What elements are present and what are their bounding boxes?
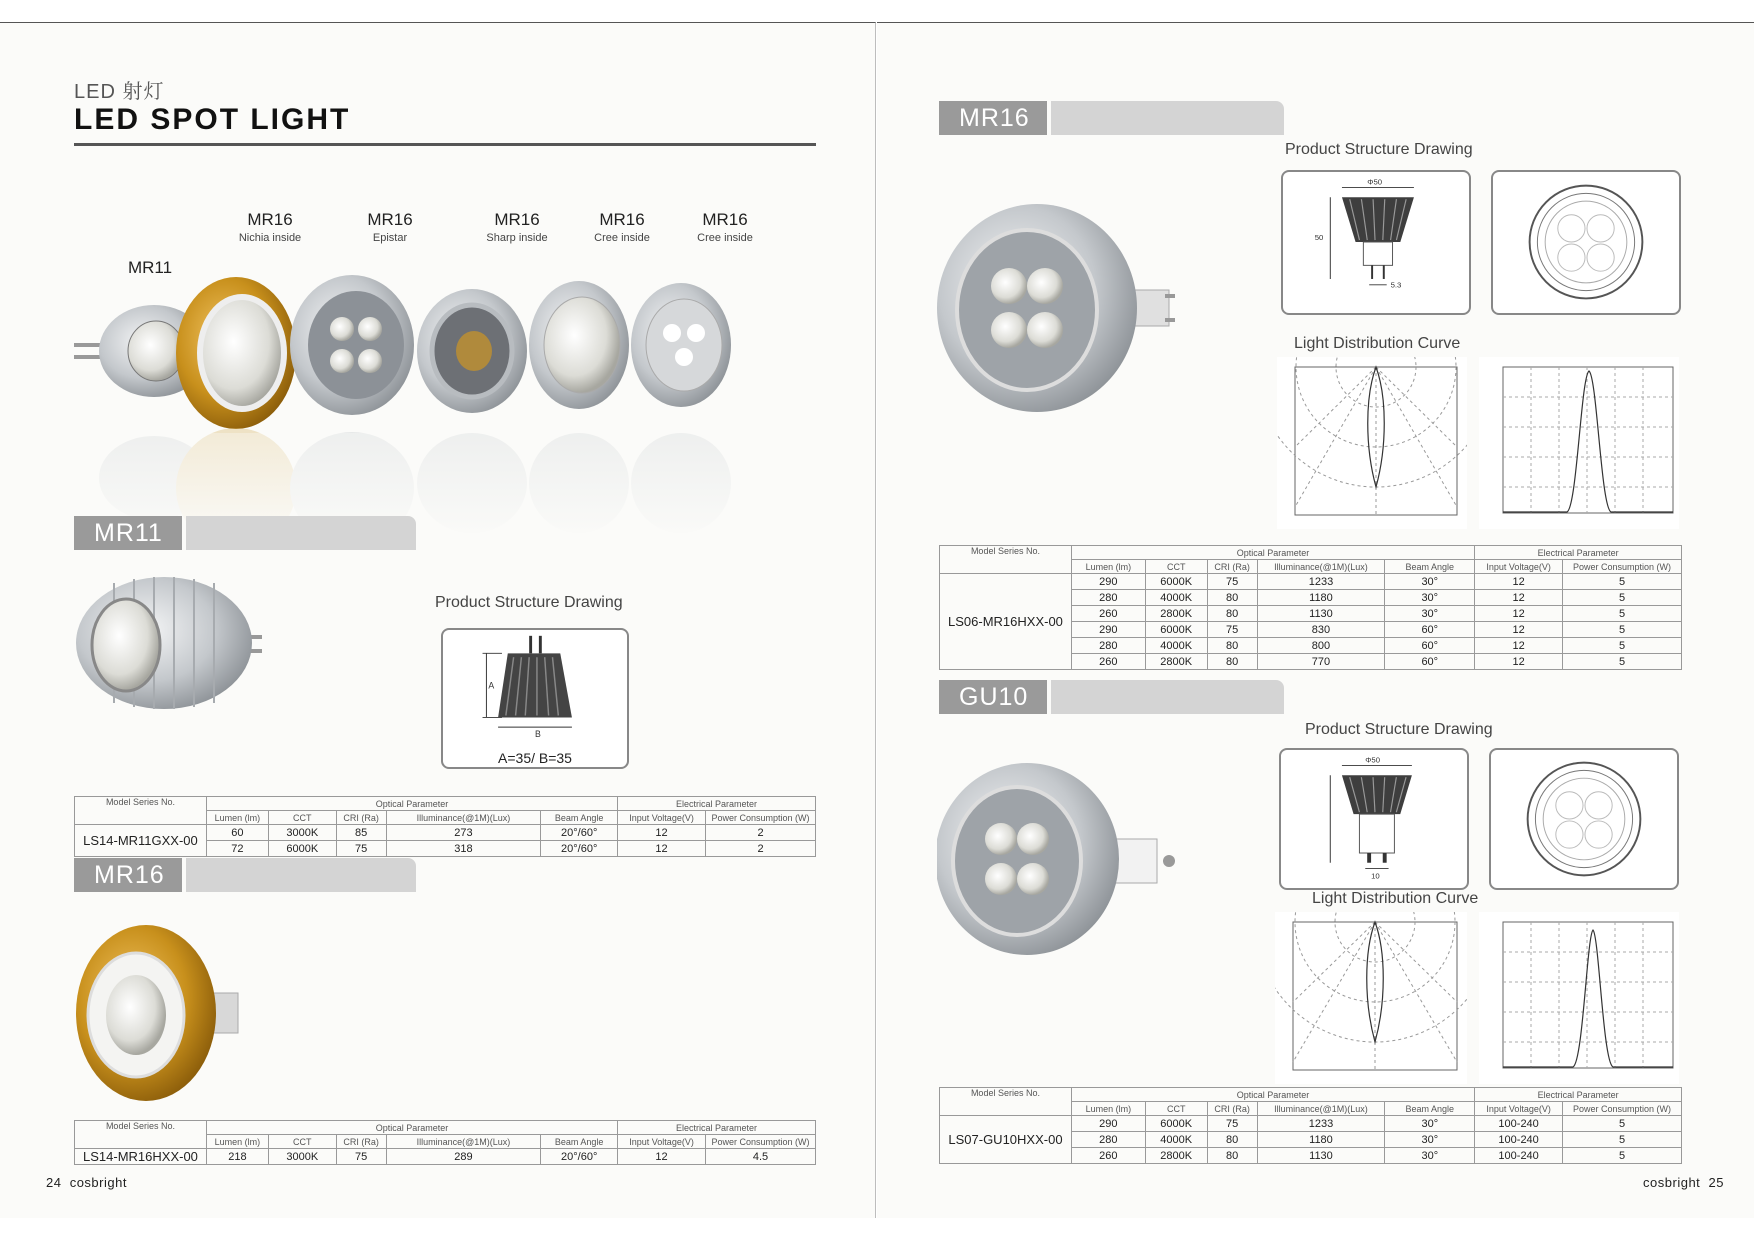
section-tag: MR16 bbox=[939, 101, 1047, 135]
model-number: LS14-MR11GXX-00 bbox=[75, 825, 207, 857]
mr11-structure-drawing bbox=[441, 628, 629, 769]
table-row: LS06-MR16HXX-00 290 6000K 75 1233 30° 12 5 bbox=[940, 574, 1682, 590]
page-number: 24 bbox=[46, 1175, 62, 1190]
mr16-right-spec-table: Model Series No. Optical Parameter Electrical Parameter Lumen (lm) CCT CRI (Ra) Illuminance(@1M)(Lux) Beam Angle Input Voltage(V) Power Consumption (W) LS06-MR16HXX-00 290 6000K 75 1233 30° 12 5 280 4000K 80 1180 30° 12 5 260 2800K 80 1130 30° 12 5 290 6000K 75 830 60° 12 5 280 4000K 80 800 60° 12 5 260 2800K 80 770 60° 12 5 bbox=[939, 545, 1682, 670]
section-bar-gu10 bbox=[939, 680, 1284, 714]
col-cri: CRI (Ra) bbox=[336, 811, 386, 825]
page-subtitle: LED 射灯 bbox=[74, 81, 165, 103]
table-row: 280 4000K 80 1180 30° 100-240 5 bbox=[940, 1132, 1682, 1148]
model-header: Model Series No. bbox=[75, 1121, 207, 1149]
lamp-mr16-sharp bbox=[417, 289, 527, 413]
dim-pin-label: 10 bbox=[1371, 871, 1380, 881]
gu10-front-drawing bbox=[1489, 748, 1679, 890]
optical-header: Optical Parameter bbox=[206, 1121, 617, 1135]
mr16-drawing-title: Product Structure Drawing bbox=[1285, 141, 1473, 158]
model-header: Model Series No. bbox=[940, 546, 1072, 574]
gu10-side-drawing bbox=[1279, 748, 1469, 890]
electrical-header: Electrical Parameter bbox=[618, 1121, 816, 1135]
left-page bbox=[0, 22, 876, 1218]
dimension-a-label: A bbox=[488, 680, 495, 691]
lineup-label-cree-2: MR16 Cree inside bbox=[697, 210, 753, 244]
lineup-label-cree-1: MR16 Cree inside bbox=[594, 210, 650, 244]
section-tag: MR16 bbox=[74, 858, 182, 892]
col-lumen: Lumen (lm) bbox=[206, 811, 268, 825]
table-row: 260 2800K 80 770 60° 12 5 bbox=[940, 654, 1682, 670]
model-header: Model Series No. bbox=[940, 1088, 1072, 1116]
section-bar-mr16 bbox=[74, 858, 416, 892]
optical-header: Optical Parameter bbox=[1071, 546, 1474, 560]
gu10-drawing-title: Product Structure Drawing bbox=[1305, 721, 1493, 738]
col-beam-angle: Beam Angle bbox=[541, 811, 618, 825]
col-cct: CCT bbox=[268, 811, 336, 825]
section-tag: MR11 bbox=[74, 516, 182, 550]
page-footer-right bbox=[1643, 1175, 1724, 1190]
table-row: 260 2800K 80 1130 30° 12 5 bbox=[940, 606, 1682, 622]
gu10-curve-title: Light Distribution Curve bbox=[1312, 890, 1479, 907]
col-illuminance: Illuminance(@1M)(Lux) bbox=[386, 811, 541, 825]
page-footer-left bbox=[46, 1175, 127, 1190]
table-row: LS14-MR11GXX-00 60 3000K 85 273 20°/60° 12 2 bbox=[75, 825, 816, 841]
dim-pin-label: 5.3 bbox=[1390, 280, 1402, 290]
section-tag: GU10 bbox=[939, 680, 1047, 714]
page-number: 25 bbox=[1708, 1175, 1724, 1190]
lamp-mr16-gold bbox=[176, 277, 296, 429]
mr16-cartesian-curve bbox=[1479, 357, 1679, 529]
mr16-side-drawing bbox=[1281, 170, 1471, 315]
mr11-dimensions: A=35/ B=35 bbox=[498, 750, 572, 766]
mr11-product-image bbox=[74, 573, 274, 713]
table-row: 72 6000K 75 318 20°/60° 12 2 bbox=[75, 841, 816, 857]
section-bar-mr11 bbox=[74, 516, 416, 550]
optical-header: Optical Parameter bbox=[206, 797, 617, 811]
gu10-product-image bbox=[937, 759, 1177, 973]
table-row: 280 4000K 80 1180 30° 12 5 bbox=[940, 590, 1682, 606]
mr16-curve-title: Light Distribution Curve bbox=[1294, 335, 1461, 352]
lineup-label-sharp: MR16 Sharp inside bbox=[486, 210, 548, 244]
optical-header: Optical Parameter bbox=[1071, 1088, 1474, 1102]
gu10-cartesian-curve bbox=[1479, 912, 1679, 1084]
mr16-polar-curve bbox=[1277, 357, 1467, 529]
table-row: LS14-MR16HXX-00 218 3000K 75 289 20°/60° 12 4.5 bbox=[75, 1149, 816, 1165]
title-rule bbox=[74, 143, 816, 146]
model-number: LS06-MR16HXX-00 bbox=[940, 574, 1072, 670]
model-header: Model Series No. bbox=[75, 797, 207, 825]
dim-top-label: Φ50 bbox=[1365, 755, 1381, 765]
brand-name: cosbright bbox=[1643, 1175, 1701, 1190]
mr16-gold-product-image bbox=[74, 923, 244, 1103]
lineup-label-mr11: MR11 bbox=[127, 258, 173, 277]
table-row: 280 4000K 80 800 60° 12 5 bbox=[940, 638, 1682, 654]
model-number: LS14-MR16HXX-00 bbox=[75, 1149, 207, 1165]
right-page bbox=[877, 22, 1754, 1218]
brand-name: cosbright bbox=[69, 1175, 127, 1190]
dim-top-label: Φ50 bbox=[1367, 177, 1383, 187]
mr11-drawing-title: Product Structure Drawing bbox=[435, 594, 623, 611]
gu10-polar-curve bbox=[1275, 912, 1467, 1084]
col-input-voltage: Input Voltage(V) bbox=[618, 811, 706, 825]
dim-side-label: 50 bbox=[1314, 233, 1324, 243]
dimension-b-label: B bbox=[535, 728, 541, 739]
lineup-label-nichia: MR16 Nichia inside bbox=[238, 210, 302, 244]
electrical-header: Electrical Parameter bbox=[618, 797, 816, 811]
col-power: Power Consumption (W) bbox=[706, 811, 816, 825]
mr16-front-drawing bbox=[1491, 170, 1681, 315]
mr16-product-image bbox=[937, 198, 1177, 438]
section-bar-mr16-right bbox=[939, 101, 1284, 135]
model-number: LS07-GU10HXX-00 bbox=[940, 1116, 1072, 1164]
mr11-spec-table bbox=[74, 796, 816, 857]
product-lineup-image bbox=[74, 273, 822, 543]
table-row: 260 2800K 80 1130 30° 100-240 5 bbox=[940, 1148, 1682, 1164]
lamp-mr16-epistar bbox=[290, 275, 414, 415]
table-row: 290 6000K 75 830 60° 12 5 bbox=[940, 622, 1682, 638]
lamp-mr16-cree-1 bbox=[529, 281, 629, 409]
lineup-label-epistar: MR16 Epistar bbox=[367, 210, 413, 244]
gu10-spec-table: Model Series No. Optical Parameter Electrical Parameter Lumen (lm) CCT CRI (Ra) Illuminance(@1M)(Lux) Beam Angle Input Voltage(V) Power Consumption (W) LS07-GU10HXX-00 290 6000K 75 1233 30° 100-240 5 280 4000K 80 1180 30° 100-240 5 260 2800K 80 1130 30° 100-240 5 bbox=[939, 1087, 1682, 1164]
page-title: LED SPOT LIGHT bbox=[74, 103, 351, 136]
electrical-header: Electrical Parameter bbox=[1475, 546, 1682, 560]
table-row: LS07-GU10HXX-00 290 6000K 75 1233 30° 100-240 5 bbox=[940, 1116, 1682, 1132]
mr16-spec-table: Model Series No. Optical Parameter Electrical Parameter Lumen (lm) CCT CRI (Ra) Illuminance(@1M)(Lux) Beam Angle Input Voltage(V) Power Consumption (W) LS14-MR16HXX-00 218 3000K 75 289 20°/60° 12 4.5 bbox=[74, 1120, 816, 1165]
lamp-mr16-cree-2 bbox=[631, 283, 731, 407]
electrical-header: Electrical Parameter bbox=[1475, 1088, 1682, 1102]
